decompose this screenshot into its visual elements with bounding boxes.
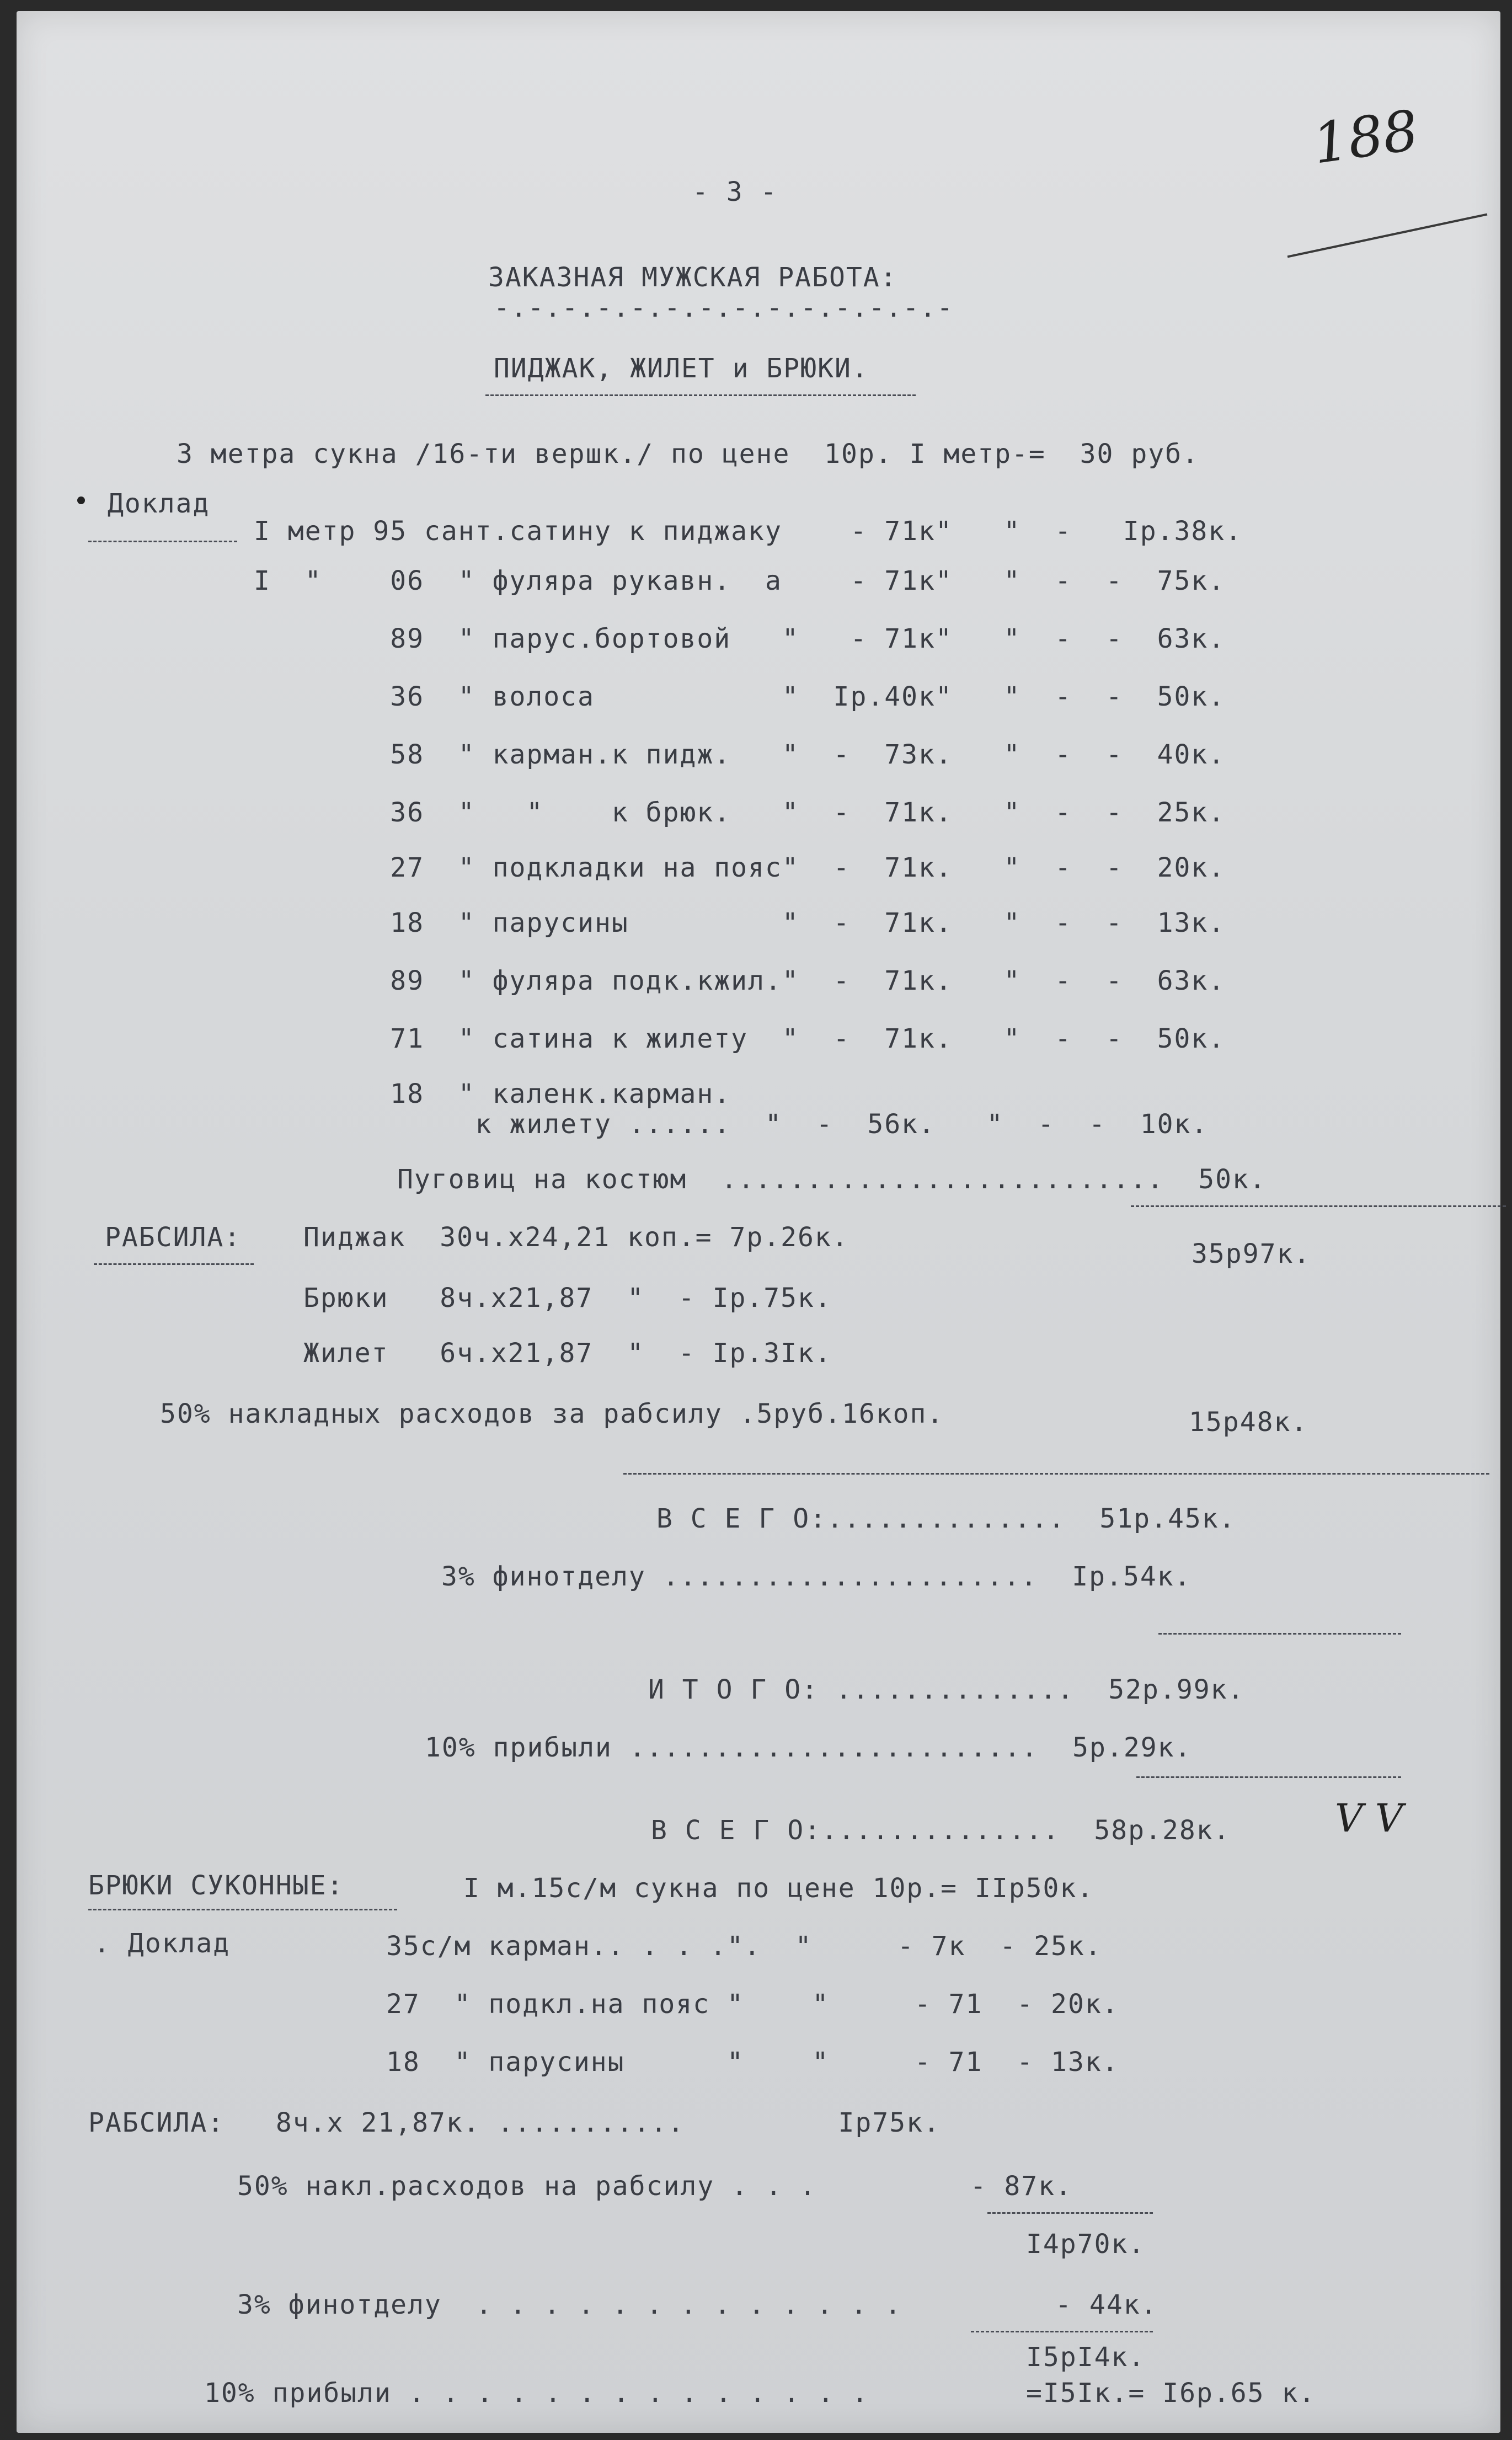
labor-line: Брюки 8ч.х21,87 " - Iр.75к.	[303, 1283, 832, 1314]
doklad-label-2: . Доклад	[94, 1928, 231, 1959]
rabsila-underline	[94, 1263, 254, 1265]
trousers-material-line: 35с/м карман.. . . .". " - 7к - 25к.	[386, 1931, 1102, 1962]
material-line: 89 " парус.бортовой " - 71к" " - - 63к.	[254, 623, 1226, 654]
margin-dot	[77, 496, 85, 504]
overhead-value: 15р48к.	[1189, 1407, 1308, 1438]
document-page	[17, 11, 1500, 2433]
underline-mark	[1287, 213, 1488, 258]
material-line: 89 " фуляра подк.кжил." - 71к. " - - 63к.	[254, 965, 1226, 996]
subtitle-underline	[485, 394, 916, 396]
profit-line: 10% прибыли ........................ 5р.29к.	[425, 1732, 1192, 1763]
material-line: 36 " волоса " Iр.40к" " - - 50к.	[254, 681, 1226, 712]
sum-rule	[987, 2212, 1153, 2214]
material-line: I метр 95 сант.сатину к пиджаку - 71к" " - Iр.38к.	[254, 516, 1243, 547]
grand-total-line: В С Е Г О:.............. 58р.28к.	[651, 1815, 1231, 1846]
labor-line: Жилет 6ч.х21,87 " - Iр.3Iк.	[303, 1338, 832, 1369]
material-line: 27 " подкладки на пояс" - 71к. " - - 20к.	[254, 852, 1226, 883]
trousers-labor-line: РАБСИЛА: 8ч.х 21,87к. ........... Iр75к.	[88, 2107, 941, 2138]
rabsila-label: РАБСИЛА:	[105, 1222, 242, 1253]
page-number: - 3 -	[692, 177, 778, 207]
finotdel-line: 3% финотделу ...................... Iр.54к.	[441, 1561, 1192, 1592]
material-line-continued: к жилету ...... " - 56к. " - - 10к.	[254, 1109, 1209, 1140]
archive-folio-number: 188	[1308, 98, 1423, 177]
labor-line: Пиджак 30ч.х24,21 коп.= 7р.26к.	[303, 1222, 849, 1253]
check-mark: V V	[1335, 1796, 1403, 1841]
doklad-underline	[88, 541, 237, 542]
intro-line: 3 метра сукна /16-ти вершк./ по цене 10р. I метр-= 30 руб.	[177, 439, 1199, 469]
material-line: I " 06 " фуляра рукавн. а - 71к" " - - 75к.	[254, 565, 1226, 596]
trousers-overhead-line: 50% накл.расходов на рабсилу . . . - 87к.	[237, 2171, 1073, 2202]
page-title: ЗАКАЗНАЯ МУЖСКАЯ РАБОТА:	[488, 262, 897, 293]
material-line: 36 " " к брюк. " - 71к. " - - 25к.	[254, 797, 1226, 828]
title-dash-line: -.-.-.-.-.-.-.-.-.-.-.-.-.-	[494, 292, 954, 323]
trousers-subtotal: I4р70к.	[1026, 2229, 1146, 2260]
trousers-material-line: 18 " парусины " " - 71 - 13к.	[386, 2047, 1119, 2078]
buttons-line: Пуговиц на костюм .......................... 50к.	[397, 1164, 1267, 1195]
trousers-profit-line: 10% прибыли . . . . . . . . . . . . . .	[204, 2378, 869, 2409]
material-line: 58 " карман.к пидж. " - 73к. " - - 40к.	[254, 739, 1226, 770]
subtotal-materials: 35р97к.	[1192, 1238, 1311, 1269]
sum-rule	[623, 1473, 1489, 1475]
itogo-line: И Т О Г О: .............. 52р.99к.	[648, 1674, 1245, 1705]
total-line: В С Е Г О:.............. 51р.45к.	[656, 1503, 1236, 1534]
trousers-subtotal-2: I5рI4к.	[1026, 2342, 1146, 2373]
trousers-underline	[88, 1909, 397, 1910]
trousers-material-line: 27 " подкл.на пояс " " - 71 - 20к.	[386, 1989, 1119, 2020]
trousers-final-total: =I5Iк.= I6р.65 к.	[1026, 2378, 1316, 2409]
sum-rule	[1131, 1205, 1506, 1207]
material-line: 18 " каленк.карман.	[254, 1078, 731, 1109]
sum-rule	[1136, 1776, 1401, 1778]
trousers-label: БРЮКИ СУКОННЫЕ:	[88, 1870, 344, 1901]
overhead-line: 50% накладных расходов за рабсилу .5руб.16коп.	[160, 1398, 944, 1429]
trousers-intro: I м.15с/м сукна по цене 10р.= IIр50к.	[463, 1873, 1094, 1904]
material-line: 71 " сатина к жилету " - 71к. " - - 50к.	[254, 1023, 1226, 1054]
sum-rule	[1158, 1633, 1401, 1635]
trousers-finotdel-line: 3% финотделу . . . . . . . . . . . . . - 44к.	[237, 2289, 1158, 2320]
doklad-label: Доклад	[108, 488, 210, 519]
sum-rule	[971, 2331, 1153, 2332]
material-line: 18 " парусины " - 71к. " - - 13к.	[254, 907, 1226, 938]
page-subtitle: ПИДЖАК, ЖИЛЕТ и БРЮКИ.	[494, 353, 869, 384]
